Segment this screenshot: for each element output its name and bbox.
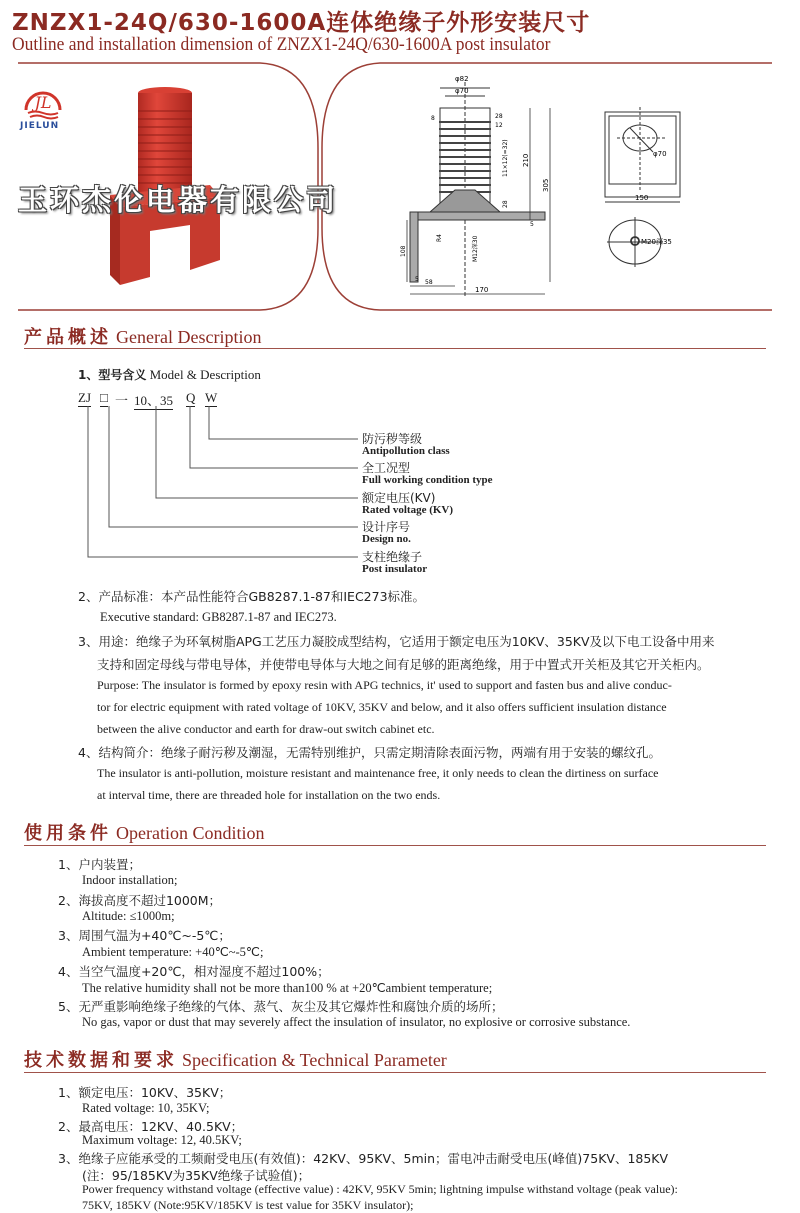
dim-12: 12 [495,122,503,129]
dim-58: 58 [425,279,433,286]
page-title-cn: ZNZX1-24Q/630-1600A连体绝缘子外形安装尺寸 [12,10,591,36]
section-divider [24,1072,766,1073]
legend-cn-0: 防污秽等级 [362,432,423,446]
svg-text:JL: JL [34,93,52,112]
legend-en-2: Rated voltage (KV) [362,504,454,516]
spec3-cn2: (注：95/185KV为35KV绝缘子试验值)； [82,1168,311,1183]
item3-en-2: between the alive conductor and earth for draw-out switch cabinet etc. [97,722,435,736]
section-operation-heading [24,819,264,845]
op4-en: The relative humidity shall not be more than100 % at +20℃ambient temperature; [82,981,493,995]
dim-thread: M12深30 [472,235,479,262]
spec3-en: Power frequency withstand voltage (effective value) : 42KV, 95KV 5min; lightning impulse withstand voltage (peak value): [82,1182,678,1196]
spec1-cn: 1、额定电压：10KV、35KV； [58,1085,232,1100]
section-spec-title-en: Specification & Technical Parameter [182,1050,447,1070]
item3-en-0: Purpose: The insulator is formed by epoxy resin with APG technics, it' used to support and fasten bus and alive conduc- [97,678,672,692]
section-general-title-cn: 产品概述 [24,327,112,348]
dim-8: 8 [431,115,435,122]
op5-en: No gas, vapor or dust that may severely affect the insulation of insulator, no explosive or corrosive substance. [82,1015,631,1029]
dim-r4: R4 [436,234,443,242]
legend-en-0: Antipollution class [362,445,450,457]
item3-cn2: 支持和固定母线与带电导体，并使带电导体与大地之间有足够的距离绝缘，用于中置式开关柜及其它开关柜内。 [97,657,710,672]
logo-text: JIELUN [20,121,60,131]
legend-cn-4: 支柱绝缘子 [362,550,423,564]
dim-170: 170 [475,286,489,294]
company-watermark: 玉环杰伦电器有限公司 [18,183,339,217]
dim-108: 108 [400,245,407,257]
code-dash: 一 [115,393,129,408]
legend-en-3: Design no. [362,533,411,545]
op5-cn: 5、无严重影响绝缘子绝缘的气体、蒸气、灰尘及其它爆炸性和腐蚀介质的场所； [58,999,504,1014]
dim-305: 305 [542,178,550,192]
section-operation-title-cn: 使用条件 [24,823,112,844]
dim-top-d70: φ70 [653,150,667,158]
op2-en: Altitude: ≤1000m; [82,909,175,923]
legend-en-1: Full working condition type [362,474,493,486]
spec2-cn: 2、最高电压：12KV、40.5KV； [58,1119,244,1134]
item4-en-0: The insulator is anti-pollution, moisture resistant and maintenance free, it only needs to clean the dirtiness on surface [97,766,659,780]
op1-en: Indoor installation; [82,873,178,887]
op3-cn: 3、周围气温为+40℃~-5℃； [58,928,231,943]
op2-cn: 2、海拔高度不超过1000M； [58,893,222,908]
code-zj: ZJ [78,390,91,405]
legend-cn-3: 设计序号 [362,520,411,534]
item3-cn: 3、用途：绝缘子为环氧树脂APG工艺压力凝胶成型结构，它适用于额定电压为10KV、35KV及以下电工设备中用来 [78,634,715,649]
code-box: □ [100,390,108,405]
code-voltage: 10、35 [134,390,173,410]
item2-cn: 2、产品标准：本产品性能符合GB8287.1-87和IEC273标准。 [78,589,426,604]
op1-cn: 1、户内装置； [58,857,141,872]
section-general-title-en: General Description [116,327,262,347]
dim-150: 150 [635,194,649,202]
dim-28-top: 28 [495,113,503,120]
model-title-en: Model & Description [149,367,261,382]
dim-28-bottom: 28 [502,200,509,208]
code-w: W [205,390,218,405]
spec1-en: Rated voltage: 10, 35KV; [82,1101,210,1115]
model-title-cn: 1、型号含义 [78,368,147,382]
op4-cn: 4、当空气温度+20℃，相对湿度不超过100%； [58,964,330,979]
dim-ribs: 11×12(=32) [502,139,509,177]
op3-en: Ambient temperature: +40℃~-5℃; [82,945,264,959]
dim-210: 210 [522,153,530,167]
section-divider [24,845,766,846]
legend-cn-2: 额定电压(KV) [362,491,436,505]
spec3-en2: 75KV, 185KV (Note:95KV/185KV is test value for 35KV insulator); [82,1198,414,1212]
dim-d70: φ70 [455,87,469,95]
spec2-en: Maximum voltage: 12, 40.5KV; [82,1133,242,1147]
item4-en-1: at interval time, there are threaded hole for installation on the two ends. [97,788,441,802]
section-spec-heading [24,1046,447,1072]
dim-5-bottom: 5 [530,221,534,228]
dim-bottom-thread: M20深35 [641,238,672,246]
code-q: Q [186,390,196,405]
dim-d82: φ82 [455,75,469,83]
dim-5-left: 5 [415,276,419,283]
legend-cn-1: 全工况型 [362,461,411,475]
item3-en-1: tor for electric equipment with rated voltage of 10KV, 35KV and below, and it also offers sufficient insulation distance [97,700,667,714]
section-operation-title-en: Operation Condition [116,823,265,843]
item2-en: Executive standard: GB8287.1-87 and IEC273. [100,610,337,624]
item4-cn: 4、结构简介：绝缘子耐污秽及潮湿，无需特别维护，只需定期清除表面污物，两端有用于安装的螺纹孔。 [78,745,661,760]
spec3-cn: 3、绝缘子应能承受的工频耐受电压(有效值)：42KV、95KV、5min；雷电冲击耐受电压(峰值)75KV、185KV [58,1151,669,1166]
section-spec-title-cn: 技术数据和要求 [24,1050,178,1071]
page-title-en: Outline and installation dimension of ZNZX1-24Q/630-1600A post insulator [12,34,551,55]
legend-en-4: Post insulator [362,563,428,575]
